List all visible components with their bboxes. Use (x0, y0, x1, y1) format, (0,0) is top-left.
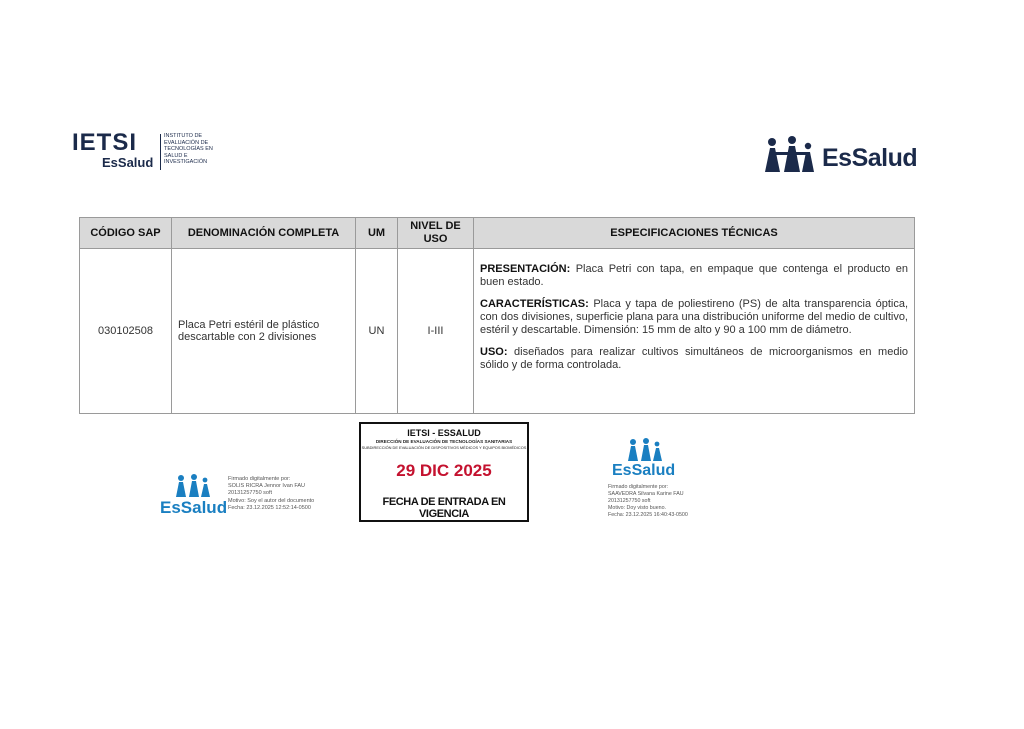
signature-left (160, 474, 340, 520)
uso-text: diseñados para realizar cultivos simultáneos de microorganismos en medio sólido y de forma controlada. (480, 346, 909, 371)
signature-line: Motivo: Doy visto bueno. (608, 505, 666, 511)
cell-especificaciones (474, 249, 915, 414)
caracteristicas-label: CARACTERÍSTICAS: (480, 298, 589, 310)
stamp-title: IETSI - ESSALUD (407, 428, 481, 438)
uso-label: USO: (480, 346, 508, 358)
signature-line: Motivo: Soy el autor del documento (228, 497, 315, 504)
essalud-wordmark: EsSalud (612, 462, 676, 479)
caracteristicas-text: Placa y tapa de poliestireno (PS) de alta transparencia óptica, con dos divisiones, superficie plana para una distribución uniforme del medio de cultivo, estéril y descartable. Dimensión: 15 mm de alto y 90 a 100 mm de diámetro. (480, 298, 908, 336)
stamp-footer: FECHA DE ENTRADA EN VIGENCIA (382, 496, 506, 520)
table-row (80, 249, 915, 414)
presentacion-label: PRESENTACIÓN: (480, 263, 571, 275)
essalud-wordmark: EsSalud (160, 498, 228, 517)
spec-presentacion (480, 263, 908, 289)
signature-right (608, 438, 718, 518)
ietsi-wordmark: IETSI (72, 129, 138, 156)
signature-line: Firmado digitalmente por: (228, 476, 291, 482)
header-um: UM (356, 218, 398, 249)
table-header-row (80, 218, 915, 249)
ietsi-line: SALUD E (164, 152, 188, 159)
specification-table (79, 217, 915, 414)
ietsi-logo (72, 130, 232, 178)
header-especificaciones: ESPECIFICACIONES TÉCNICAS (474, 218, 915, 249)
signature-line: Fecha: 23.12.2025 12:52:14-0500 (228, 504, 311, 511)
ietsi-divider (160, 134, 161, 170)
ietsi-line: TECNOLOGÍAS EN (164, 146, 213, 152)
signature-line: SAAVEDRA Silvana Karine FAU (608, 491, 684, 497)
ietsi-essalud-sub: EsSalud (102, 155, 154, 170)
cell-denominacion: Placa Petri estéril de plástico descartable con 2 divisiones (172, 249, 356, 414)
signature-line: 20131257750 soft (228, 490, 273, 497)
signature-line: SOLIS RICRA Jennor Ivan FAU (228, 483, 306, 490)
ietsi-line: INVESTIGACIÓN (164, 159, 208, 165)
essalud-wordmark: EsSalud (822, 144, 918, 172)
signature-line: Firmado digitalmente por: (608, 484, 669, 490)
essalud-logo-header (762, 136, 922, 178)
cell-nivel: I-III (398, 249, 474, 414)
spec-uso (480, 346, 908, 372)
validity-stamp (359, 422, 529, 522)
spec-caracteristicas (480, 298, 908, 337)
header-denominacion: DENOMINACIÓN COMPLETA (172, 218, 356, 249)
signature-line: Fecha: 23.12.2025 16:40:43-0500 (608, 512, 688, 518)
cell-um: UN (356, 249, 398, 414)
ietsi-line: INSTITUTO DE (164, 133, 203, 139)
family-icon (174, 474, 214, 498)
stamp-date: 29 DIC 2025 (396, 461, 492, 480)
signature-right-text (608, 484, 718, 519)
cell-codigo: 030102508 (80, 249, 172, 414)
family-icon (626, 438, 666, 462)
stamp-subtitle: DIRECCIÓN DE EVALUACIÓN DE TECNOLOGÍAS SANITARIAS (375, 439, 513, 444)
family-icon (762, 136, 822, 176)
stamp-subtitle-2: SUBDIRECCIÓN DE EVALUACIÓN DE DISPOSITIVOS MÉDICOS Y EQUIPOS BIOMÉDICOS (361, 445, 527, 450)
ietsi-line: EVALUACIÓN DE (164, 139, 209, 146)
signature-left-text (228, 476, 338, 512)
header-codigo-sap: CÓDIGO SAP (80, 218, 172, 249)
signature-line: 20131257750 soft (608, 498, 651, 504)
presentacion-text: Placa Petri con tapa, en empaque que contenga el producto en buen estado. (480, 263, 908, 288)
header-nivel-uso: NIVEL DE USO (398, 218, 474, 249)
ietsi-institute-text (164, 133, 234, 166)
